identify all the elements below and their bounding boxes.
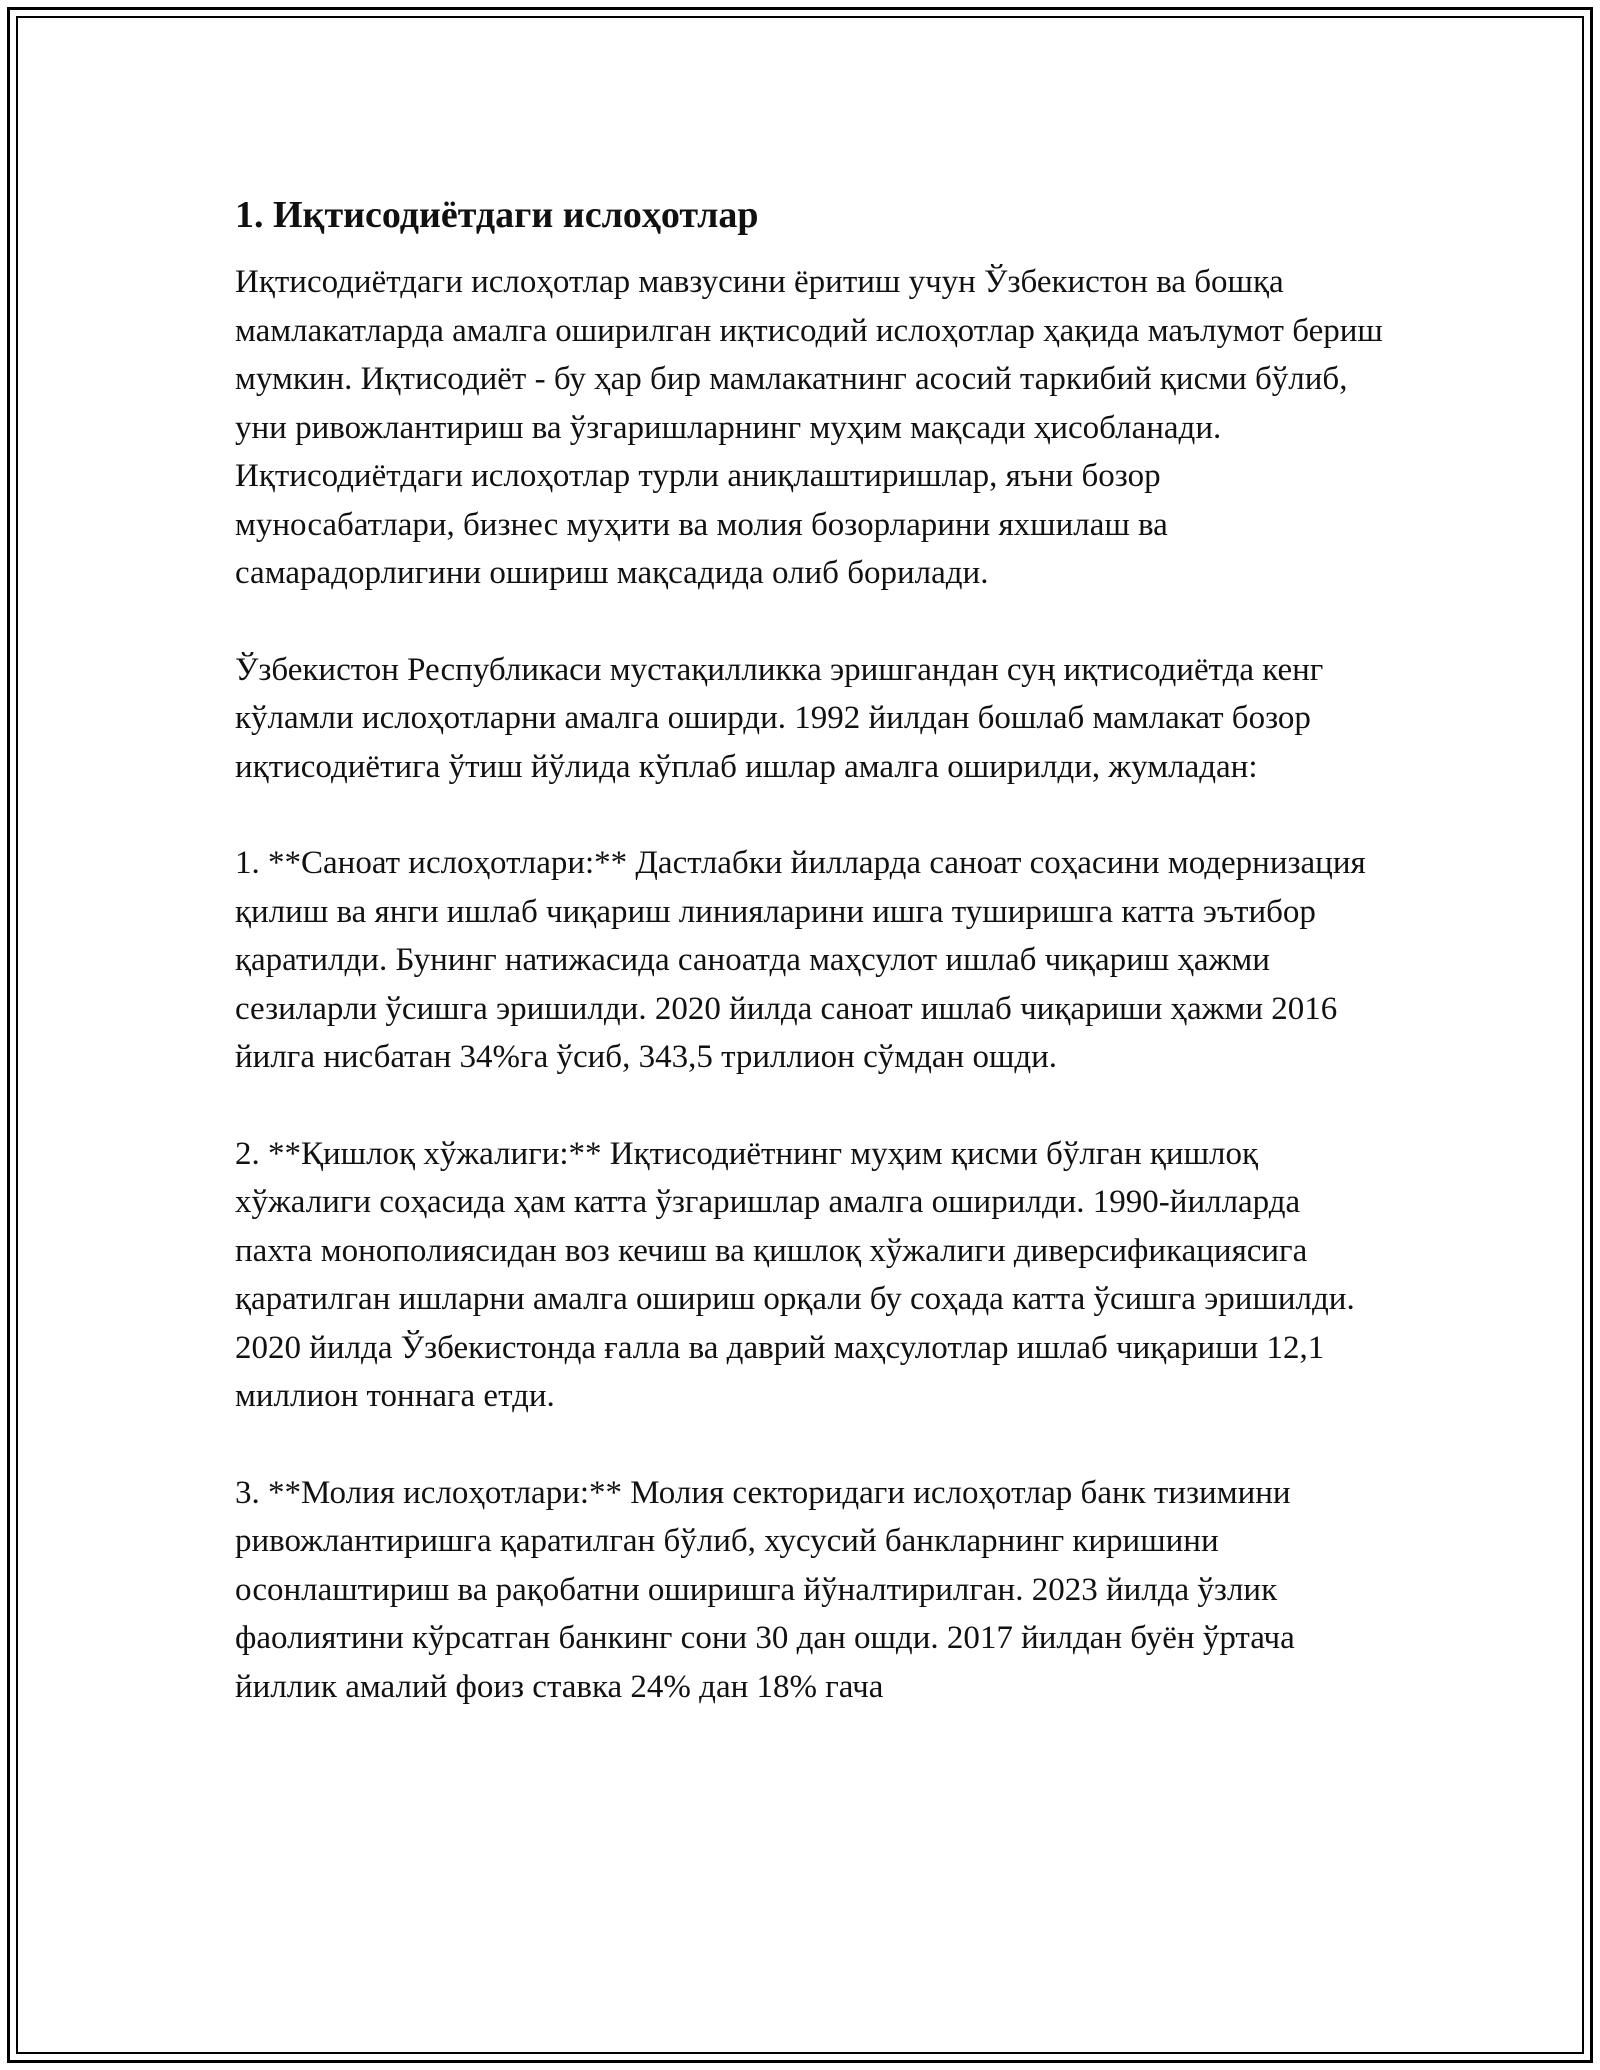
paragraph-gap	[235, 598, 1385, 646]
paragraph-gap	[235, 1082, 1385, 1130]
paragraph-gap	[235, 1421, 1385, 1469]
list-item-agriculture: 2. **Қишлоқ хўжалиги:** Иқтисодиётнинг муҳим қисми бўлган қишлоқ хўжалиги соҳасида ҳам катта ўзгаришлар амалга оширилди. 1990-йилларда пахта монополиясидан воз кечиш ва қишлоқ хўжалиги диверсификациясига қаратилган ишларни амалга ошириш орқали бу соҳада катта ўсишга эришилди. 2020 йилда Ўзбекистонда ғалла ва даврий маҳсулотлар ишлаб чиқариши 12,1 миллион тоннага етди.	[235, 1135, 1355, 1414]
paragraph-gap	[235, 791, 1385, 839]
section-heading: 1. Иқтисодиётдаги ислоҳотлар	[235, 194, 759, 236]
list-item-finance: 3. **Молия ислоҳотлари:** Молия секторидаги ислоҳотлар банк тизимини ривожлантиришга қаратилган бўлиб, хусусий банкларнинг киришини осонлаштириш ва рақобатни оширишга йўналтирилган. 2023 йилда ўзлик фаолиятини кўрсатган банкинг сони 30 дан ошди. 2017 йилдан буён ўртача йиллик амалий фоиз ставка 24% дан 18% гача	[235, 1474, 1295, 1705]
document-body	[235, 188, 1385, 1711]
paragraph-intro: Иқтисодиётдаги ислоҳотлар мавзусини ёритиш учун Ўзбекистон ва бошқа мамлакатларда амалга оширилган иқтисодий ислоҳотлар ҳақида маълумот бериш мумкин. Иқтисодиёт - бу ҳар бир мамлакатнинг асосий таркибий қисми бўлиб, уни ривожлантириш ва ўзгаришларнинг муҳим мақсади ҳисобланади. Иқтисодиётдаги ислоҳотлар турли аниқлаштиришлар, яъни бозор муносабатлари, бизнес муҳити ва молия бозорларини яхшилаш ва самарадорлигини ошириш мақсадида олиб борилади.	[235, 264, 1383, 591]
paragraph-uzbekistan-reforms: Ўзбекистон Республикаси мустақилликка эришгандан суң иқтисодиётда кенг кўламли ислоҳотларни амалга оширди. 1992 йилдан бошлаб мамлакат бозор иқтисодиётига ўтиш йўлида кўплаб ишлар амалга оширилди, жумладан:	[235, 651, 1324, 785]
list-item-industry: 1. **Саноат ислоҳотлари:** Дастлабки йилларда саноат соҳасини модернизация қилиш ва янги ишлаб чиқариш линияларини ишга туширишга катта эътибор қаратилди. Бунинг натижасида саноатда маҳсулот ишлаб чиқариш ҳажми сезиларли ўсишга эришилди. 2020 йилда саноат ишлаб чиқариши ҳажми 2016 йилга нисбатан 34%га ўсиб, 343,5 триллион сўмдан ошди.	[235, 845, 1366, 1075]
